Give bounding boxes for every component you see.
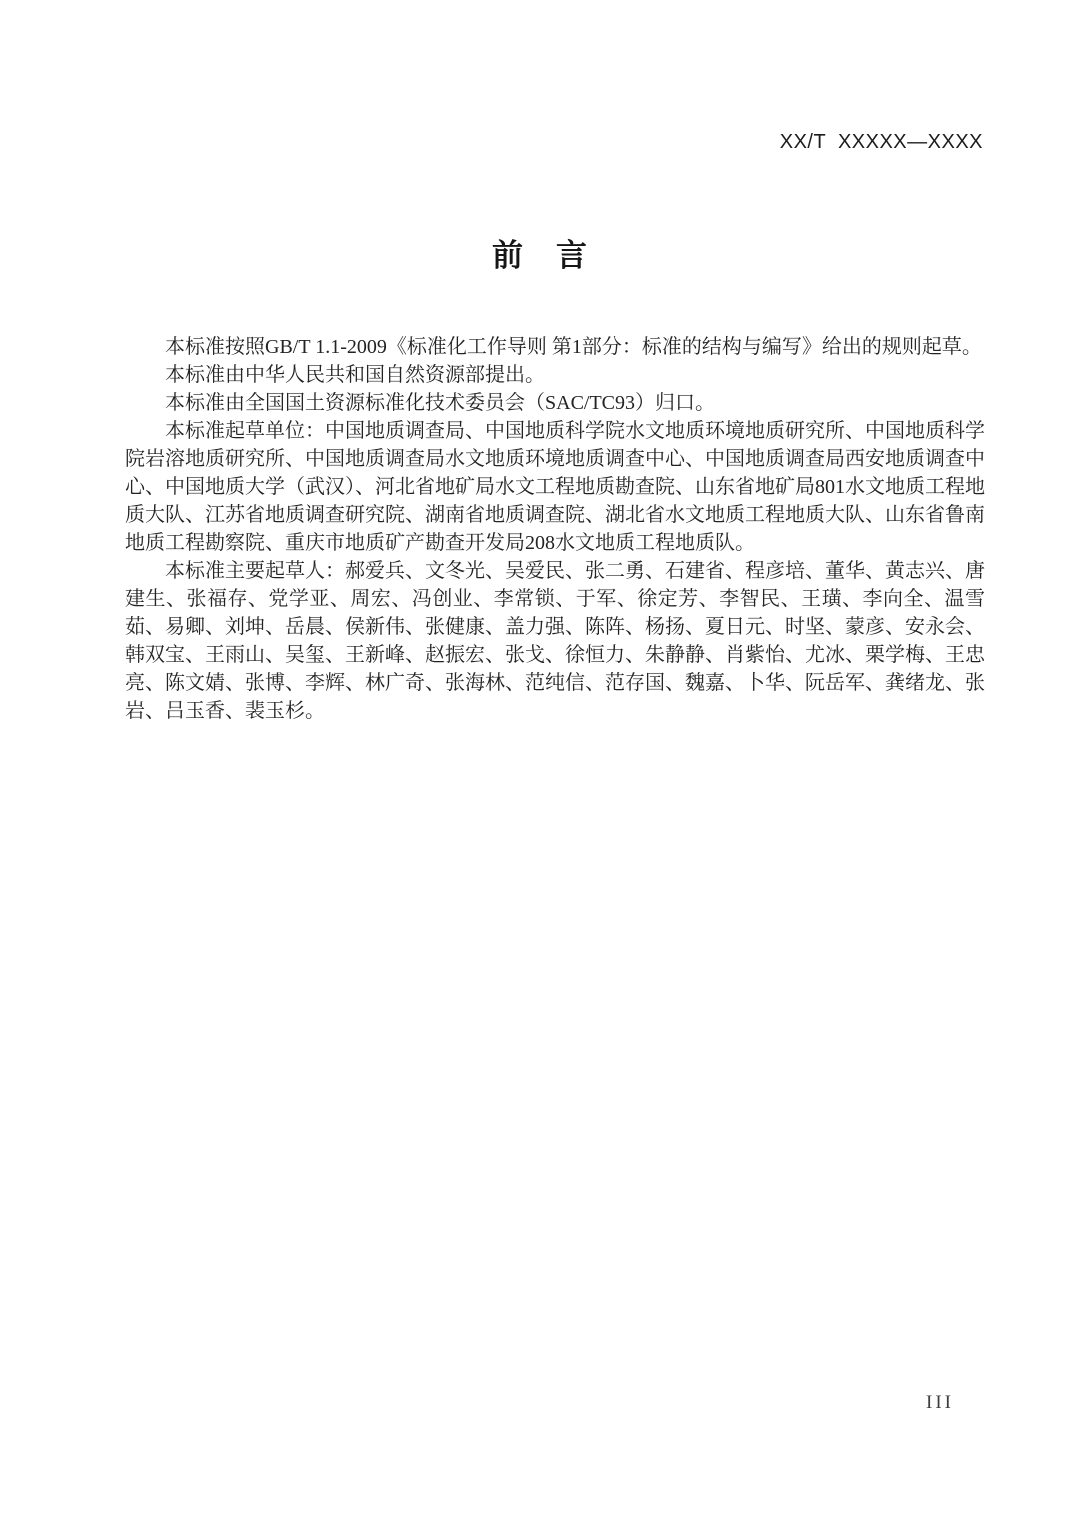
page-number: III <box>926 1392 954 1413</box>
paragraph-proposed-by: 本标准由中华人民共和国自然资源部提出。 <box>165 364 545 386</box>
paragraph-main-drafters: 本标准主要起草人：郝爱兵、文冬光、吴爱民、张二勇、石建省、程彦培、董华、黄志兴、唐建生、张福存、党学亚、周宏、冯创业、李常锁、于军、徐定芳、李智民、王璜、李向全、温雪茹、易卿、刘坤、岳晨、侯新伟、张健康、盖力强、陈阵、杨扬、夏日元、时坚、蒙彦、安永会、韩双宝、王雨山、吴玺、王新峰、赵振宏、张戈、徐恒力、朱静静、肖紫怡、尤冰、栗学梅、王忠亮、陈文婧、张博、李辉、林广奇、张海林、范纯信、范存国、魏嘉、卜华、阮岳军、龚绪龙、张岩、吕玉香、裴玉杉。 <box>125 560 985 722</box>
page-title: 前 言 <box>492 238 588 273</box>
standard-code: XX/T XXXXX—XXXX <box>779 131 983 153</box>
paragraph-centralized-by: 本标准由全国国土资源标准化技术委员会（SAC/TC93）归口。 <box>165 392 716 414</box>
paragraph-drafting-organizations: 本标准起草单位：中国地质调查局、中国地质科学院水文地质环境地质研究所、中国地质科学院岩溶地质研究所、中国地质调查局水文地质环境地质调查中心、中国地质调查局西安地质调查中心、中国地质大学（武汉）、河北省地矿局水文工程地质勘查院、山东省地矿局801水文地质工程地质大队、江苏省地质调查研究院、湖南省地质调查院、湖北省水文地质工程地质大队、山东省鲁南地质工程勘察院、重庆市地质矿产勘查开发局208水文地质工程地质队。 <box>125 420 985 554</box>
paragraph-drafting-rules: 本标准按照GB/T 1.1-2009《标准化工作导则 第1部分：标准的结构与编写》给出的规则起草。 <box>165 336 982 358</box>
foreword-body <box>125 333 985 725</box>
